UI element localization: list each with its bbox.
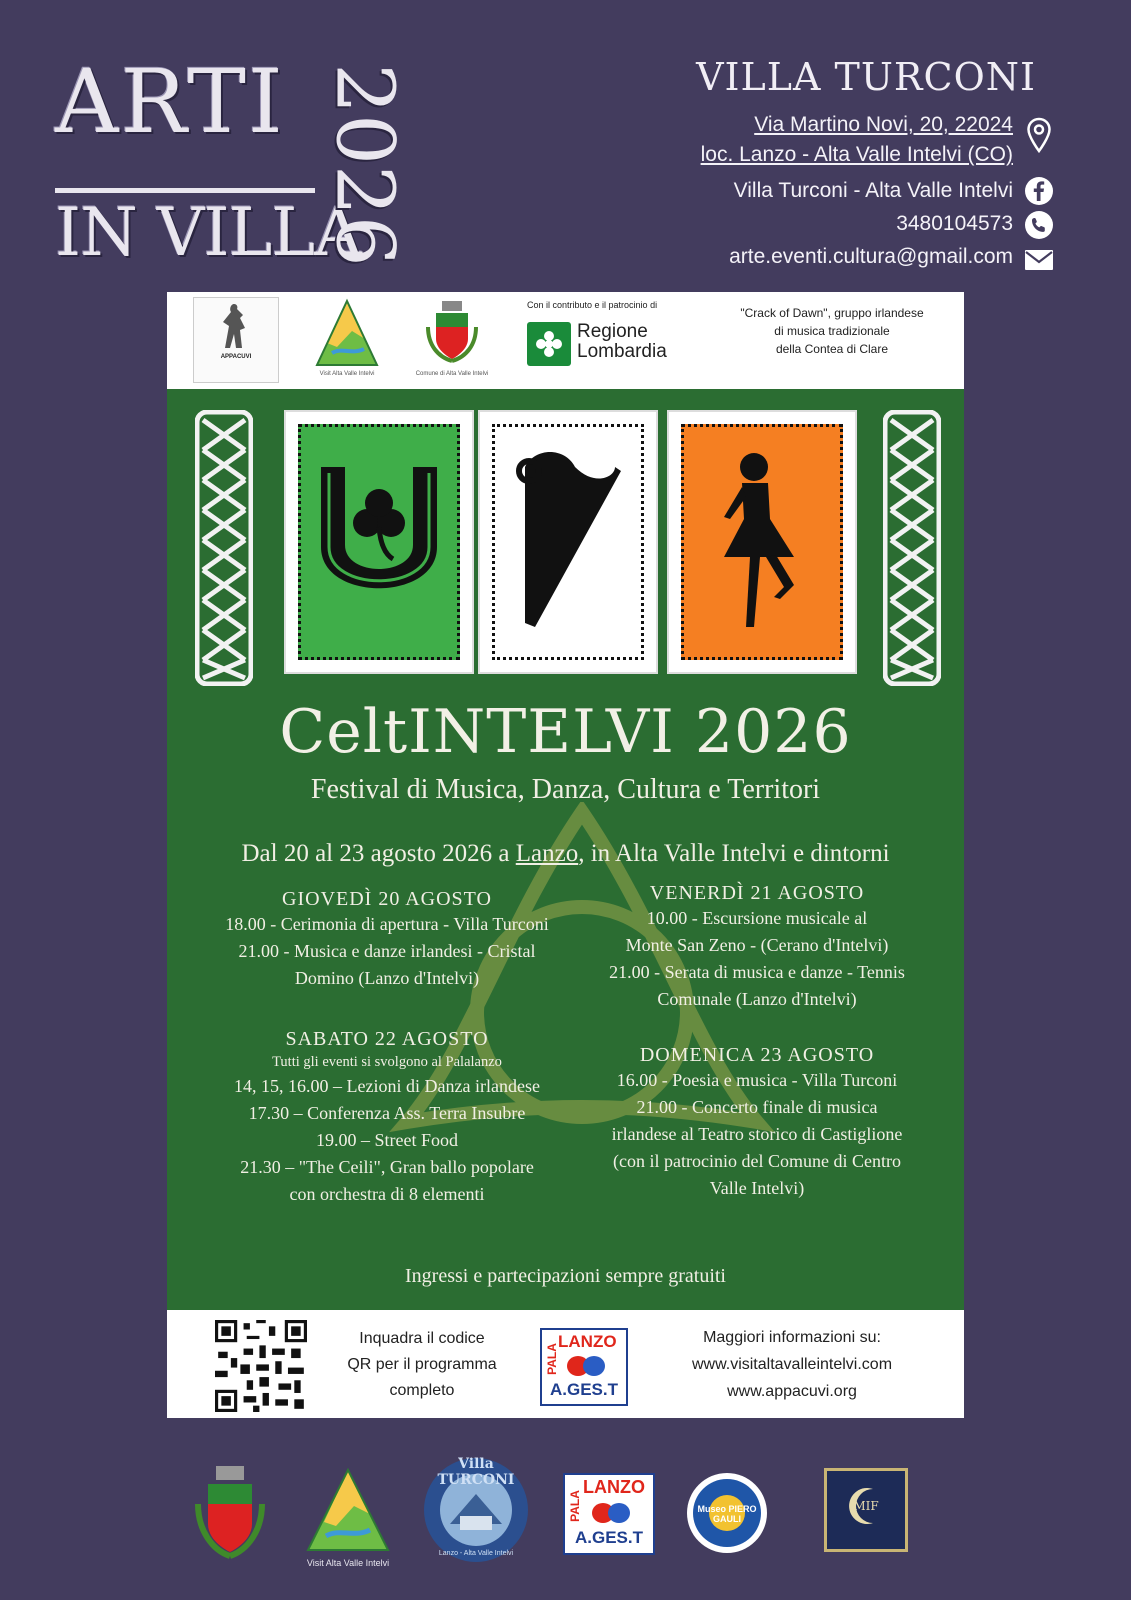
theater-masks-icon xyxy=(564,1354,608,1378)
address-line-1[interactable]: Via Martino Novi, 20, 22024 xyxy=(754,113,1013,136)
qr-code-icon[interactable] xyxy=(215,1320,307,1412)
festival-subtitle: Festival di Musica, Danza, Cultura e Territori xyxy=(310,774,821,805)
schedule-sunday: DOMENICA 23 AGOSTO 16.00 - Poesia e musica - Villa Turconi 21.00 - Concerto finale di musica irlandese al Teatro storico di Castiglione (con il patrocinio del Comune di Centro Valle Intelvi) xyxy=(611,1044,903,1198)
venue-title: VILLA TURCONI xyxy=(696,55,1036,99)
theater-masks-icon xyxy=(589,1501,633,1525)
irish-dancer-icon xyxy=(684,427,840,657)
band-credit: "Crack of Dawn", gruppo irlandese di musica tradizionale della Contea di Clare xyxy=(740,306,924,356)
schedule-friday: VENERDÌ 21 AGOSTO 10.00 - Escursione musicale al Monte San Zeno - (Cerano d'Intelvi) 21.00 - Serata di musica e danze - Tennis Comunale (Lanzo d'Intelvi) xyxy=(609,882,905,1009)
festival-poster xyxy=(167,292,964,1418)
palalanzo-footer-logo: LANZO PALA A.GES.T xyxy=(563,1473,655,1555)
stamp-horseshoe xyxy=(284,410,474,674)
festival-title: CeltINTELVI 2026 xyxy=(279,697,852,767)
phone-number[interactable]: 3480104573 xyxy=(896,212,1013,235)
logo-year: 2026 xyxy=(318,63,412,267)
qr-instructions: Inquadra il codice QR per il programma completo xyxy=(347,1330,497,1399)
schedule-saturday: SABATO 22 AGOSTO Tutti gli eventi si svolgono al Palalanzo 14, 15, 16.00 – Lezioni di Danza irlandese 17.30 – Conferenza Ass. Terra Insubre 19.00 – Street Food 21.30 – "The Ceili", Gran ballo popolare con orchestra di 8 elementi xyxy=(234,1028,540,1204)
visit-alta-valle-footer-logo: Visit Alta Valle Intelvi xyxy=(296,1466,400,1576)
harp-icon xyxy=(495,427,641,657)
stamp-harp xyxy=(478,410,658,674)
palalanzo-logo: LANZO PALA A.GES.T xyxy=(540,1328,628,1406)
mountain-icon xyxy=(296,1466,400,1554)
poster-info-strip xyxy=(167,1310,964,1418)
villa-turconi-logo: Villa TURCONI Lanzo - Alta Valle Intelvi xyxy=(420,1454,532,1566)
sponsor-strip xyxy=(167,292,964,389)
contributo-label: Con il contributo e il patrocinio di xyxy=(527,300,658,310)
logo-divider xyxy=(55,188,315,193)
more-info: Maggiori informazioni su: www.visitaltavalleintelvi.com www.appacuvi.org xyxy=(691,1329,893,1400)
mif-logo: MIF xyxy=(824,1468,908,1552)
celtic-knot-right-icon xyxy=(883,410,941,686)
festival-dates: Dal 20 al 23 agosto 2026 a Lanzo, in Alta Valle Intelvi e dintorni xyxy=(241,840,890,867)
appacuvi-logo: APPACUVI xyxy=(193,297,279,383)
museo-piero-gauli-logo: Museo PIERO GAULI xyxy=(686,1472,768,1554)
schedule-thursday: GIOVEDÌ 20 AGOSTO 18.00 - Cerimonia di apertura - Villa Turconi 21.00 - Musica e danze irlandesi - Cristal Domino (Lanzo d'Intelvi) xyxy=(225,888,549,988)
comune-crest-logo xyxy=(188,1460,272,1570)
mountain-icon xyxy=(307,297,387,369)
coat-of-arms-icon xyxy=(412,297,492,369)
facebook-icon xyxy=(1024,176,1054,206)
facebook-page[interactable]: Villa Turconi - Alta Valle Intelvi xyxy=(733,179,1013,202)
horseshoe-shamrock-icon xyxy=(301,427,457,657)
regione-lombardia-label: Regione Lombardia xyxy=(577,321,667,362)
regione-lombardia-icon xyxy=(527,322,571,366)
celtic-knot-left-icon xyxy=(195,410,253,686)
visit-alta-valle-logo: Visit Alta Valle Intelvi xyxy=(307,297,387,381)
stamp-dancer xyxy=(667,410,857,674)
free-entry-note: Ingressi e partecipazioni sempre gratuiti xyxy=(405,1265,726,1287)
comune-alta-valle-logo: Comune di Alta Valle Intelvi xyxy=(412,297,492,381)
map-pin-icon xyxy=(1024,116,1054,156)
logo-in-villa: IN VILLA xyxy=(55,194,361,271)
logo-arti: ARTI xyxy=(55,50,285,153)
phone-icon xyxy=(1024,210,1054,240)
email-icon xyxy=(1024,245,1054,275)
coat-of-arms-icon xyxy=(188,1460,272,1570)
address-line-2[interactable]: loc. Lanzo - Alta Valle Intelvi (CO) xyxy=(700,143,1013,166)
email-address[interactable]: arte.eventi.cultura@gmail.com xyxy=(729,245,1013,268)
statue-icon xyxy=(194,298,278,358)
